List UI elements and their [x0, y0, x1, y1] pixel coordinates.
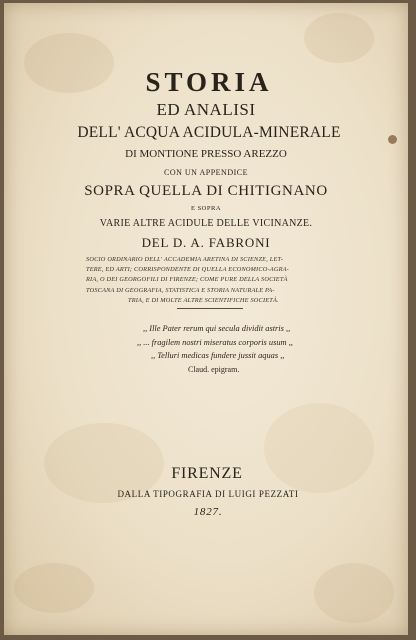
credentials-line: RIA, O DEI GEORGOFILI DI FIRENZE; COME PURE DELLA SOCIETÀ — [86, 276, 288, 284]
imprint-city: FIRENZE — [171, 465, 243, 482]
author-name: DEL D. A. FABRONI — [141, 235, 271, 250]
credentials-line: TOSCANA DI GEOGRAFIA, STATISTICA E STORIA NATURALE PA- — [86, 286, 275, 294]
epigraph-line: ,, Telluri medicas fundere jussit aquas ,, — [151, 351, 285, 360]
epigraph-source: Claud. epigram. — [188, 364, 240, 374]
epigraph — [137, 322, 397, 376]
divider-rule — [177, 308, 243, 309]
subtitle-line-7: VARIE ALTRE ACIDULE DELLE VICINANZE. — [99, 218, 313, 229]
subtitle-line-3: DI MONTIONE PRESSO AREZZO — [125, 148, 287, 160]
paper-stain — [314, 563, 394, 623]
subtitle-line-4: CON UN APPENDICE — [163, 168, 248, 177]
epigraph-line: ,, Ille Pater rerum qui secula dividit astris ,, — [143, 324, 291, 333]
imprint-year: 1827. — [193, 506, 223, 518]
credentials-line: TRIA, E DI MOLTE ALTRE SCIENTIFICHE SOCIETÀ. — [128, 296, 279, 304]
subtitle-line-1: ED ANALISI — [156, 100, 256, 119]
credentials-line: TERE, ED ARTI; CORRISPONDENTE DI QUELLA ECONOMICO-AGRA- — [86, 266, 289, 274]
subtitle-line-6: E SOPRA — [190, 205, 222, 212]
imprint-printer: DALLA TIPOGRAFIA DI LUIGI PEZZATI — [117, 489, 299, 499]
paper-stain — [14, 563, 94, 613]
credentials-line: SOCIO ORDINARIO DELL' ACCADEMIA ARETINA DI SCIENZE, LET- — [86, 256, 284, 263]
subtitle-line-2: DELL' ACQUA ACIDULA-MINERALE — [77, 124, 341, 141]
book-title: STORIA — [145, 67, 273, 97]
subtitle-line-5: SOPRA QUELLA DI CHITIGNANO — [84, 183, 328, 199]
epigraph-line: ,, ... fragilem nostri miseratus corporis usum ,, — [137, 337, 293, 347]
paper-stain — [304, 13, 374, 63]
author-credentials — [86, 255, 336, 306]
title-page — [4, 3, 408, 635]
